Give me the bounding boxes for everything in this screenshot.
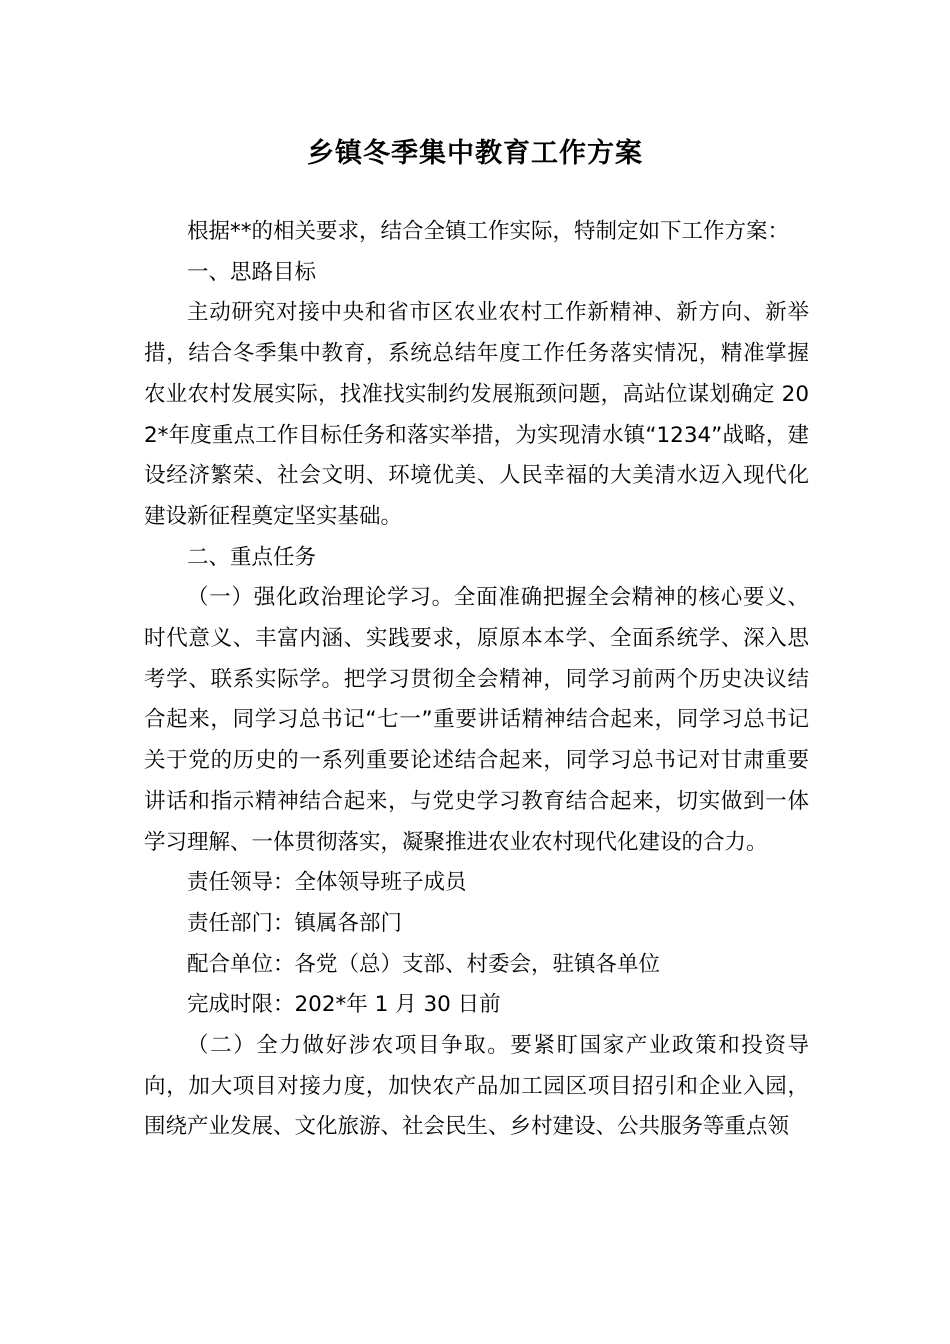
responsible-department: 责任部门：镇属各部门 [187,910,403,936]
task-2-paragraph: （二）全力做好涉农项目争取。要紧盯国家产业政策和投资导向，加大项目对接力度，加快农产品加工园区项目招引和企业入园，围绕产业发展、文化旅游、社会民生、乡村建设、公共服务等重点领 [144,1033,809,1140]
document-title: 乡镇冬季集中教育工作方案 [307,138,643,169]
deadline: 完成时限：202*年 1 月 30 日前 [187,992,501,1018]
responsible-leader: 责任领导：全体领导班子成员 [187,870,467,896]
document-body [144,212,809,1148]
section-heading-goals: 一、思路目标 [187,259,317,285]
intro-paragraph: 根据**的相关要求，结合全镇工作实际，特制定如下工作方案： [187,219,790,244]
section-heading-tasks: 二、重点任务 [187,544,317,570]
goals-paragraph: 主动研究对接中央和省市区农业农村工作新精神、新方向、新举措，结合冬季集中教育，系统总结年度工作任务落实情况，精准掌握农业农村发展实际，找准找实制约发展瓶颈问题，高站位谋划确定 202*年度重点工作目标任务和落实举措，为实现清水镇“1234”战略，建设经济繁荣、社会文明、环境优美、人民幸福的大美清水迈入现代化建设新征程奠定坚实基础。 [144,300,809,529]
cooperating-units: 配合单位：各党（总）支部、村委会，驻镇各单位 [187,951,661,977]
task-1-paragraph: （一）强化政治理论学习。全面准确把握全会精神的核心要义、时代意义、丰富内涵、实践要求，原原本本学、全面系统学、深入思考学、联系实际学。把学习贯彻全会精神，同学习前两个历史决议结合起来，同学习总书记“七一”重要讲话精神结合起来，同学习总书记关于党的历史的一系列重要论述结合起来，同学习总书记对甘肃重要讲话和指示精神结合起来，与党史学习教育结合起来，切实做到一体学习理解、一体贯彻落实，凝聚推进农业农村现代化建设的合力。 [144,585,809,855]
